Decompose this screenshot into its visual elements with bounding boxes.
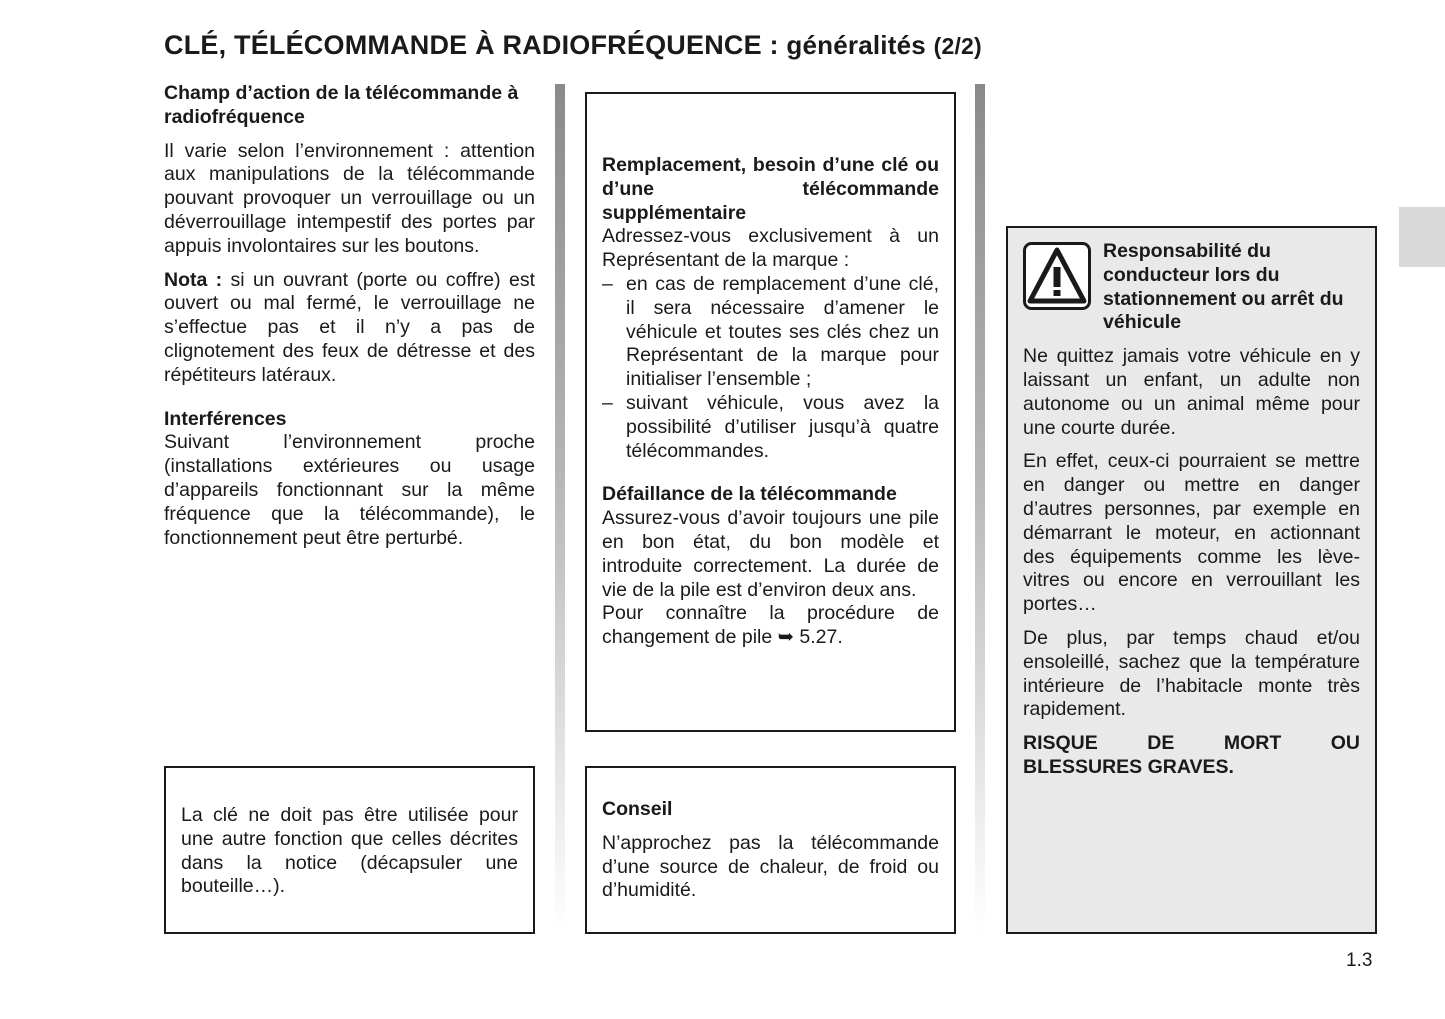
dash-bullet: –	[602, 391, 613, 414]
column-separator-bar	[555, 84, 565, 934]
nota-label: Nota :	[164, 268, 223, 291]
warning-paragraph: En effet, ceux-ci pourraient se mettre en danger ou mettre en danger d’autres personnes, par exemple en démarrant le moteur, en actionnant des équipements comme les lève-vitres ou encore en verrouillant les portes…	[1023, 450, 1360, 616]
warning-paragraph: De plus, par temps chaud et/ou ensoleillé, sachez que la température intérieure de l’habitacle monte très rapidement.	[1023, 626, 1360, 721]
warning-box	[1006, 226, 1377, 934]
title-main: CLÉ, TÉLÉCOMMANDE À RADIOFRÉQUENCE :	[164, 30, 779, 60]
dash-bullet: –	[602, 272, 613, 295]
replacement-box	[585, 92, 956, 732]
interference-heading: Interférences	[164, 407, 287, 430]
nota-text: si un ouvrant (porte ou coffre) est ouvert ou mal fermé, le verrouillage ne s’effectue pas et il n’y a pas de clignotement des feux de détresse et des répétiteurs latéraux.	[164, 268, 536, 386]
advice-box	[585, 766, 956, 934]
list-item-text: en cas de remplacement d’une clé, il sera nécessaire d’amener le véhicule et toutes ses clés chez un Représentant de la marque pour initialiser l’ensemble ;	[626, 272, 939, 391]
range-heading: Champ d’action de la télécommande à radiofréquence	[164, 82, 519, 128]
advice-heading: Conseil	[602, 798, 673, 820]
warning-triangle-icon	[1023, 242, 1091, 310]
range-paragraph: Il varie selon l’environnement : attention aux manipulations de la télécommande pouvant provoquer un verrouillage ou un déverrouillage intempestif des portes par appuis involontaires sur les boutons.	[164, 139, 535, 257]
risk-line-1: RISQUE DE MORT OU	[1023, 732, 1360, 755]
replacement-heading: Remplacement, besoin d’une clé ou d’une télécommande supplémentaire	[602, 154, 939, 224]
interference-paragraph: Suivant l’environnement proche (installations extérieures ou usage d’appareils fonctionnant sur la même fréquence que la télécommande), le fonctionnement peut être perturbé.	[164, 431, 535, 549]
column-separator-bar	[975, 84, 985, 934]
warning-header	[1023, 240, 1360, 335]
replacement-intro: Adressez-vous exclusivement à un Représentant de la marque :	[602, 225, 939, 272]
battery-procedure-reference: Pour connaître la procédure de changement de pile ➥ 5.27.	[602, 602, 939, 649]
list-item-text: suivant véhicule, vous avez la possibilité d’utiliser jusqu’à quatre télécommandes.	[626, 391, 939, 462]
key-usage-note-box	[164, 766, 535, 934]
warning-title: Responsabilité du conducteur lors du stationnement ou arrêt du véhicule	[1103, 240, 1344, 334]
failure-heading: Défaillance de la télécommande	[602, 483, 897, 506]
list-item	[602, 273, 939, 392]
advice-text: N’approchez pas la télécommande d’une source de chaleur, de froid ou d’humidité.	[602, 831, 939, 902]
list-item	[602, 392, 939, 463]
title-sub: généralités	[786, 30, 926, 60]
key-usage-text: La clé ne doit pas être utilisée pour une autre fonction que celles décrites dans la notice (décapsuler une bouteille…).	[181, 804, 518, 898]
warning-paragraph: Ne quittez jamais votre véhicule en y laissant un enfant, un adulte non autonome ou un animal même pour une courte durée.	[1023, 345, 1360, 439]
column-1	[164, 82, 535, 550]
failure-paragraph: Assurez-vous d’avoir toujours une pile en bon état, du bon modèle et introduite correctement. La durée de vie de la pile est d’environ deux ans.	[602, 507, 939, 601]
page-number: 1.3	[1346, 950, 1373, 971]
page-title	[164, 30, 1164, 61]
risk-line-2: BLESSURES GRAVES.	[1023, 755, 1234, 778]
title-page-indicator: (2/2)	[933, 33, 982, 59]
nota-paragraph	[164, 269, 535, 388]
chapter-tab-marker	[1399, 207, 1445, 267]
